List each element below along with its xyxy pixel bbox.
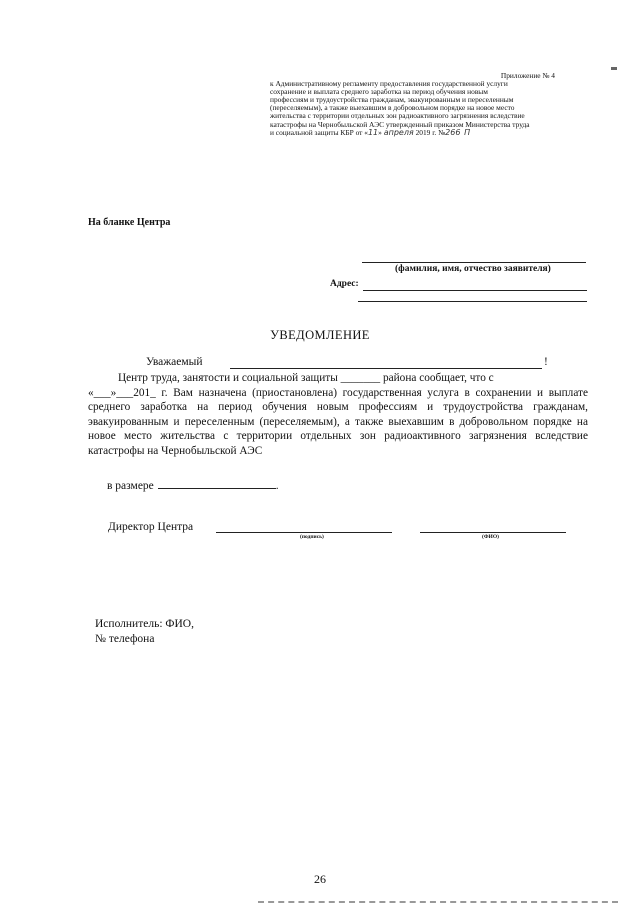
appendix-line: сохранение и выплата среднего заработка на период обучения новым xyxy=(270,87,488,97)
address-label: Адрес: xyxy=(330,279,359,289)
appendix-line: (переселяемым), а также выехавшим в добровольном порядке на новое место xyxy=(270,103,515,113)
body-main-text: «___»___201_ г. Вам назначена (приостановлена) государственная услуга в сохранении и выплате среднего заработка на период обучения новым профессиям и трудоустройства гражданам, эвакуированным и переселенным (переселяемым), а также выехавшим в добровольном порядке на новое место жительства с территории отдельных зон радиоактивного загрязнения вследствие катастрофы на Чернобыльской АЭС xyxy=(88,386,588,457)
handwritten-number: 266 xyxy=(445,127,461,137)
director-fio-hint: (ФИО) xyxy=(482,534,499,540)
order-mid2: 2019 г. № xyxy=(413,127,446,137)
handwritten-day: 11 xyxy=(367,127,379,137)
appendix-line: жительства с территории отдельных зон радиоактивного загрязнения вследствие xyxy=(270,111,525,121)
appendix-order-line xyxy=(270,129,600,137)
notice-body xyxy=(88,371,588,459)
order-prefix: и социальной защиты КБР от « xyxy=(270,127,368,137)
address-line-2 xyxy=(358,301,587,302)
appendix-block xyxy=(270,72,600,137)
executor-name: Исполнитель: ФИО, xyxy=(95,618,194,630)
body-first-line: Центр труда, занятости и социальной защиты _______ района сообщает, что с xyxy=(118,372,494,384)
appendix-line: к Административному регламенту предоставления государственной услуги xyxy=(270,79,508,89)
signature-hint: (подпись) xyxy=(300,534,324,540)
greeting-label: Уважаемый xyxy=(146,356,203,368)
amount-row xyxy=(107,478,279,492)
notice-title: УВЕДОМЛЕНИЕ xyxy=(270,328,370,342)
page-number: 26 xyxy=(314,872,326,886)
signature-line xyxy=(216,532,392,533)
appendix-line: профессиям и трудоустройства гражданам, эвакуированным и переселенным xyxy=(270,95,514,105)
letterhead-note: На бланке Центра xyxy=(88,217,171,228)
scan-mark xyxy=(611,67,617,70)
scan-edge-dashes xyxy=(258,901,618,903)
handwritten-tail: П xyxy=(464,127,471,137)
executor-phone: № телефона xyxy=(95,633,155,645)
appendix-line: катастрофы на Чернобыльской АЭС утвержденный приказом Министерства труда xyxy=(270,119,530,129)
order-mid1: » xyxy=(378,127,382,137)
director-label: Директор Центра xyxy=(108,521,194,533)
address-line-1 xyxy=(363,290,587,291)
amount-blank xyxy=(158,478,276,489)
greeting-name-line xyxy=(230,368,542,369)
amount-label: в размере xyxy=(107,480,154,492)
director-fio-line xyxy=(420,532,566,533)
amount-end: . xyxy=(275,480,279,492)
appendix-title: Приложение № 4 xyxy=(500,71,555,80)
greeting-exclamation: ! xyxy=(544,356,548,368)
executor-block xyxy=(95,617,194,647)
handwritten-month: апреля xyxy=(383,127,414,137)
applicant-name-line xyxy=(362,262,586,263)
applicant-fio-hint: (фамилия, имя, отчество заявителя) xyxy=(395,264,551,274)
